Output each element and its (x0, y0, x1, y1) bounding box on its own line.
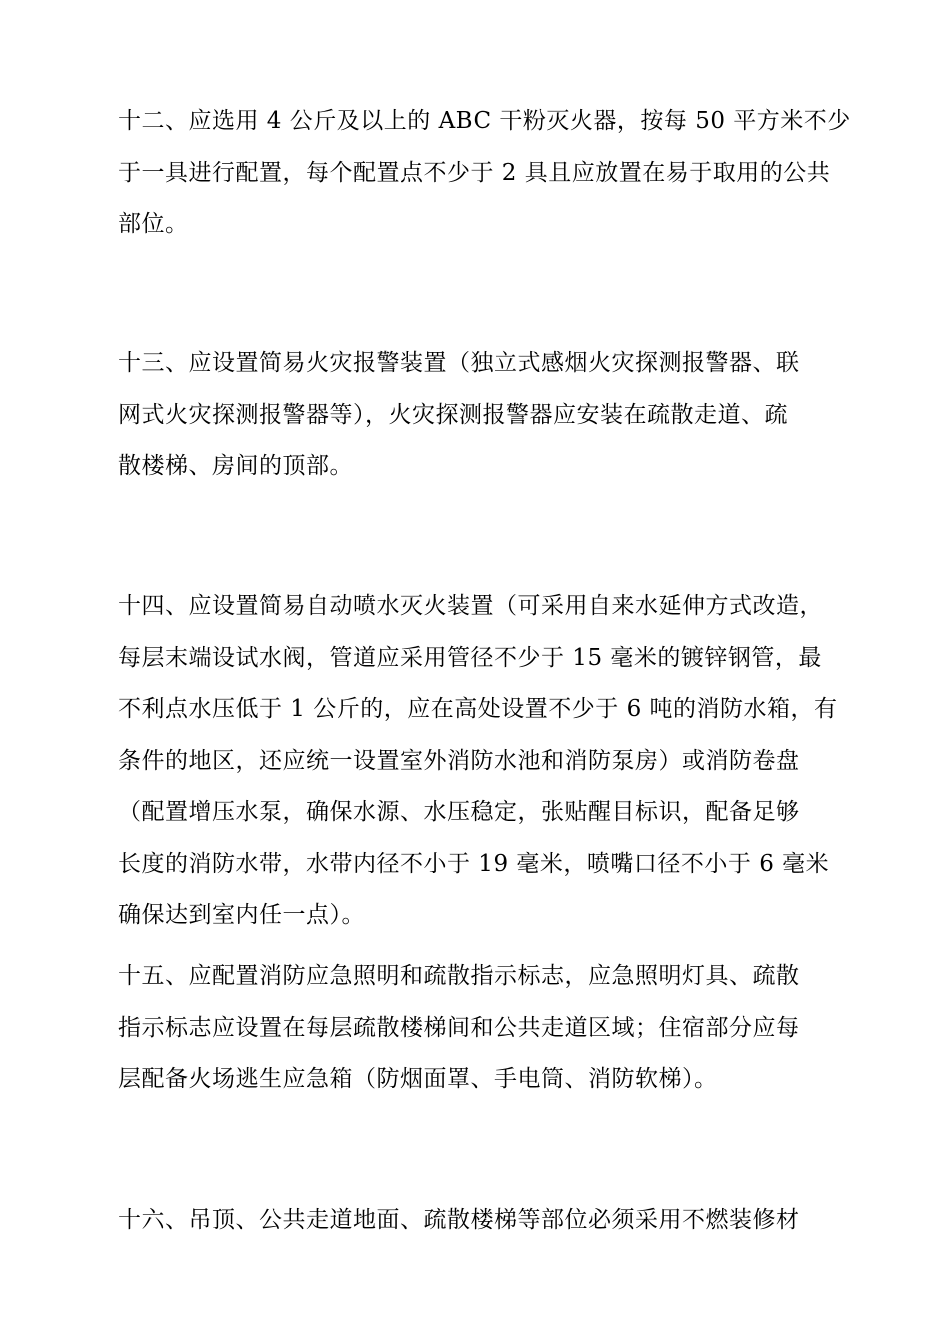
text-line: 十二、应选用 4 公斤及以上的 ABC 干粉灭火器，按每 50 平方米不少 (118, 108, 851, 134)
text-line: 条件的地区，还应统一设置室外消防水池和消防泵房）或消防卷盘 (118, 747, 800, 774)
text-line: 长度的消防水带，水带内径不小于 19 毫米，喷嘴口径不小于 6 毫米 (118, 850, 830, 877)
text-line: （配置增压水泵，确保水源、水压稳定，张贴醒目标识，配备足够 (118, 799, 800, 825)
text-line: 于一具进行配置，每个配置点不少于 2 具且应放置在易于取用的公共 (118, 159, 831, 186)
paragraph-16 (118, 1195, 838, 1247)
text-line: 十六、吊顶、公共走道地面、疏散楼梯等部位必须采用不燃装修材 (118, 1207, 800, 1233)
paragraph-13 (118, 338, 838, 493)
text-line: 十五、应配置消防应急照明和疏散指示标志，应急照明灯具、疏散 (118, 963, 800, 989)
text-line: 十三、应设置简易火灾报警装置（独立式感烟火灾探测报警器、联 (118, 350, 800, 376)
paragraph-14 (118, 581, 838, 942)
text-line: 网式火灾探测报警器等），火灾探测报警器应安装在疏散走道、疏 (118, 401, 788, 428)
text-line: 不利点水压低于 1 公斤的，应在高处设置不少于 6 吨的消防水箱，有 (118, 696, 838, 722)
text-line: 散楼梯、房间的顶部。 (118, 453, 353, 479)
text-line: 指示标志应设置在每层疏散楼梯间和公共走道区域；住宿部分应每 (118, 1014, 800, 1041)
text-line: 部位。 (118, 211, 189, 237)
text-line: 十四、应设置简易自动喷水灭火装置（可采用自来水延伸方式改造， (118, 593, 823, 619)
text-line: 每层末端设试水阀，管道应采用管径不少于 15 毫米的镀锌钢管，最 (118, 644, 822, 671)
text-line: 确保达到室内任一点）。 (118, 902, 365, 928)
text-line: 层配备火场逃生应急箱（防烟面罩、手电筒、消防软梯）。 (118, 1066, 718, 1092)
paragraph-12 (118, 96, 851, 251)
paragraph-15 (118, 951, 838, 1106)
